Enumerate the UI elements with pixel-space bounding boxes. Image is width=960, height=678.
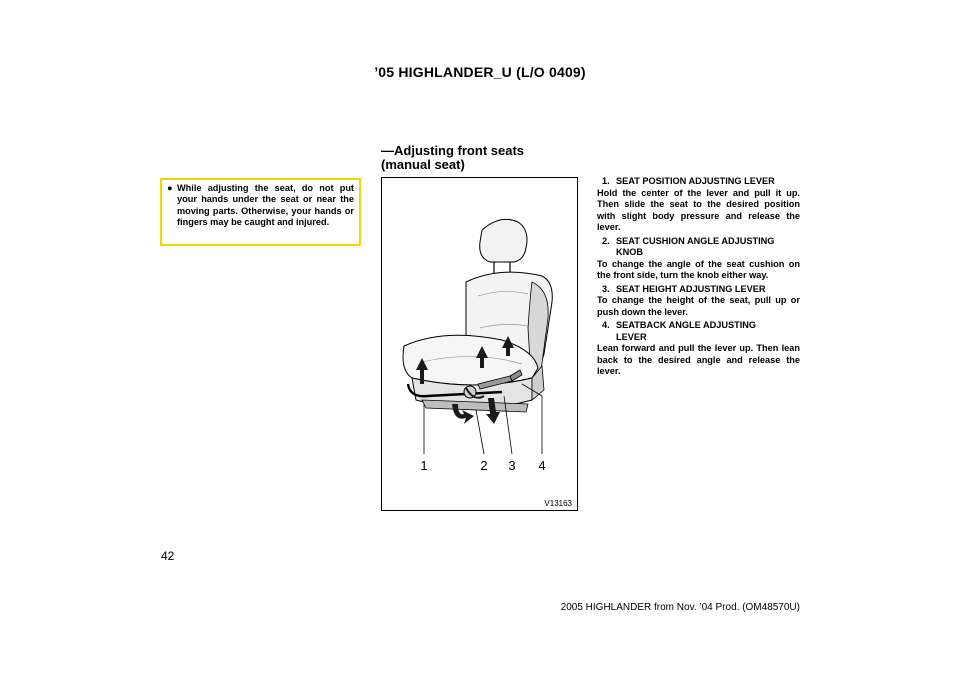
caution-item xyxy=(167,183,354,229)
item-3-number: 3. xyxy=(602,283,610,294)
callout-3: 3 xyxy=(508,458,516,473)
callout-1: 1 xyxy=(420,458,428,473)
callout-4: 4 xyxy=(538,458,546,473)
seat-illustration xyxy=(381,177,578,511)
item-4-number: 4. xyxy=(602,320,610,330)
item-2-title: 2. SEAT CUSHION ANGLE ADJUSTING KNOB xyxy=(602,235,775,257)
section-heading xyxy=(381,144,524,172)
footer-text: 2005 HIGHLANDER from Nov. ’04 Prod. (OM48570U) xyxy=(560,602,800,613)
item-2-body: To change the angle of the seat cushion on the front side, turn the knob either way. xyxy=(597,258,800,280)
item-4-body: Lean forward and pull the lever up. Then lean back to the desired angle and release the lever. xyxy=(597,343,800,376)
headrest-shape xyxy=(480,219,527,262)
caution-box xyxy=(160,178,361,246)
item-3-title: 3. SEAT HEIGHT ADJUSTING LEVER xyxy=(602,283,766,294)
item-2-number: 2. xyxy=(602,235,610,246)
caution-inner xyxy=(162,180,359,244)
item-1-body: Hold the center of the lever and pull it up. Then slide the seat to the desired position with slight body pressure and release the lever. xyxy=(597,187,800,232)
section-heading-line2: (manual seat) xyxy=(381,157,465,172)
item-4-title: 4. SEATBACK ANGLE ADJUSTING LEVER xyxy=(602,320,757,342)
callout-2: 2 xyxy=(480,458,488,473)
section-heading-line1: —Adjusting front seats xyxy=(381,143,525,158)
seat-drawing xyxy=(382,178,577,510)
item-3-body: To change the height of the seat, pull up or push down the lever. xyxy=(597,295,800,317)
figure-code: V13163 xyxy=(544,499,572,508)
item-1-title: 1. SEAT POSITION ADJUSTING LEVER xyxy=(602,176,775,186)
leader-line-2 xyxy=(476,410,484,454)
instructions-column xyxy=(597,176,800,380)
caution-text: While adjusting the seat, do not put your hands under the seat or near the moving parts. Otherwise, your hands or fingers may be caught and injured. xyxy=(177,183,354,228)
document-header-title: ’05 HIGHLANDER_U (L/O 0409) xyxy=(374,64,586,80)
item-1-number: 1. xyxy=(602,176,610,186)
page-number: 42 xyxy=(161,549,175,563)
bullet-icon: ● xyxy=(167,183,173,193)
